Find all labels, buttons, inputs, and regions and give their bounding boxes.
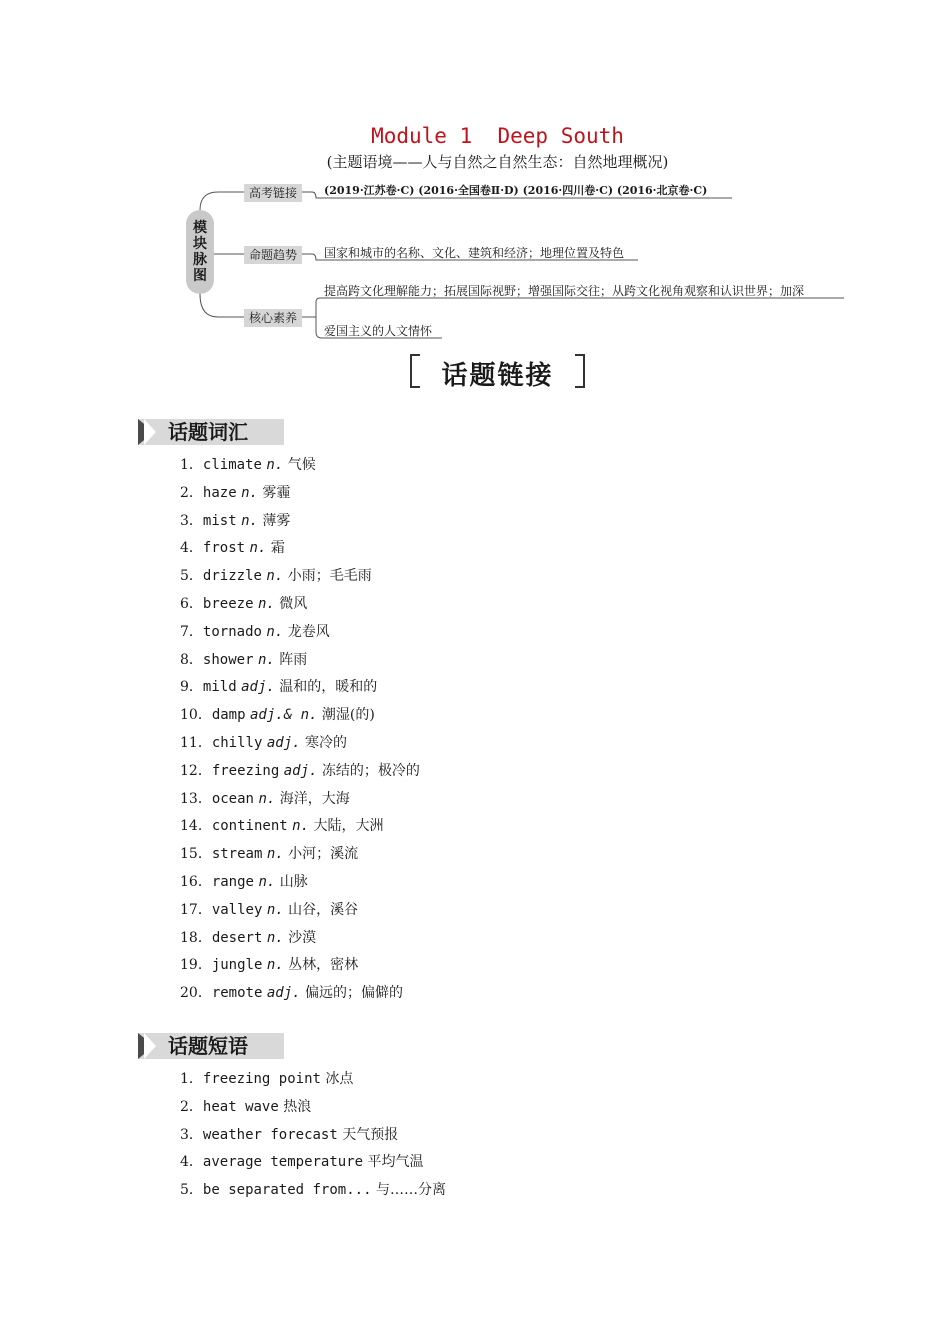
- vocab-word: damp: [211, 707, 246, 724]
- vocab-pos: adj.: [241, 679, 275, 696]
- vocab-word: breeze: [202, 595, 254, 612]
- vocab-word: ocean: [211, 790, 254, 807]
- vocab-meaning: 山脉: [279, 873, 308, 890]
- vocab-num: 15．: [180, 846, 212, 863]
- phrase-num: 2．: [180, 1098, 203, 1115]
- phrase-num: 3．: [180, 1126, 203, 1143]
- vocab-meaning: 沙漠: [288, 929, 317, 946]
- vocab-meaning: 薄雾: [262, 512, 291, 529]
- phrase-num: 1．: [180, 1071, 203, 1087]
- vocab-num: 2．: [180, 484, 203, 501]
- vocab-num: 19．: [180, 957, 212, 974]
- list-item: [180, 925, 420, 953]
- vocab-word: drizzle: [202, 568, 262, 585]
- vocab-meaning: 丛林，密林: [288, 957, 359, 974]
- vocab-meaning: 大陆，大洲: [313, 818, 384, 835]
- vocab-pos: n.: [292, 818, 309, 835]
- list-item: [180, 1066, 446, 1094]
- vocab-meaning: 温和的，暖和的: [279, 679, 378, 696]
- module-title: Module 1 Deep South: [371, 124, 624, 148]
- vocab-num: 18．: [180, 929, 212, 946]
- vocab-pos: n.: [241, 484, 258, 501]
- list-item: [180, 813, 420, 841]
- phrases-heading: 话题短语: [168, 1034, 248, 1058]
- vocab-num: 4．: [180, 540, 203, 557]
- list-item: [180, 1094, 446, 1122]
- mindmap-label-gaokao: 高考链接: [244, 184, 302, 202]
- mindmap-text-gaokao: (2019·江苏卷·C) (2016·全国卷Ⅱ·D) (2016·四川卷·C) (2016·北京卷·C): [324, 184, 708, 197]
- vocab-meaning: 小河；溪流: [288, 846, 359, 863]
- vocab-num: 1．: [180, 457, 203, 473]
- list-item: [180, 452, 420, 480]
- vocab-word: valley: [211, 901, 263, 918]
- vocab-word: climate: [202, 457, 262, 473]
- list-item: [180, 591, 420, 619]
- vocab-section-header: [138, 419, 284, 445]
- phrase-meaning: 与……分离: [375, 1182, 446, 1199]
- vocab-word: mild: [202, 679, 237, 696]
- vocab-num: 10．: [180, 707, 212, 724]
- vocab-pos: n.: [266, 623, 284, 640]
- arrow-icon-inner: [144, 1033, 156, 1059]
- vocab-meaning: 山谷，溪谷: [288, 901, 359, 918]
- vocab-word: mist: [202, 512, 237, 529]
- phrase-text: be separated from...: [202, 1182, 372, 1199]
- vocab-num: 5．: [180, 568, 203, 585]
- mindmap-label-literacy: 核心素养: [244, 309, 302, 327]
- phrase-text: weather forecast: [202, 1126, 338, 1143]
- vocab-word: desert: [211, 929, 263, 946]
- vocab-pos: n.: [257, 651, 275, 668]
- list-item: [180, 535, 420, 563]
- vocab-pos: n.: [249, 540, 267, 557]
- mindmap-text-literacy-2: 爱国主义的人文情怀: [324, 324, 433, 338]
- vocab-pos: n.: [266, 457, 284, 473]
- vocab-meaning: 海洋，大海: [279, 790, 350, 807]
- vocab-pos: n.: [258, 790, 276, 807]
- vocab-meaning: 微风: [279, 595, 308, 612]
- list-item: [180, 702, 420, 730]
- phrase-meaning: 天气预报: [342, 1126, 399, 1143]
- vocab-word: continent: [211, 818, 288, 835]
- list-item: [180, 758, 420, 786]
- vocab-num: 20．: [180, 985, 212, 1002]
- list-item: [180, 841, 420, 869]
- vocab-list: [180, 452, 420, 1008]
- right-bracket: [575, 354, 585, 388]
- vocab-meaning: 潮湿(的): [321, 707, 375, 724]
- list-item: [180, 869, 420, 897]
- vocab-num: 8．: [180, 651, 203, 668]
- list-item: [180, 1149, 446, 1177]
- vocab-pos: n.: [258, 873, 276, 890]
- list-item: [180, 1177, 446, 1205]
- vocab-pos: n.: [266, 901, 284, 918]
- vocab-word: range: [211, 873, 254, 890]
- vocab-pos: adj.: [266, 734, 301, 751]
- vocab-num: 11．: [180, 734, 212, 751]
- mindmap-center: [186, 210, 214, 294]
- phrase-num: 4．: [180, 1154, 203, 1171]
- vocab-word: stream: [211, 846, 263, 863]
- list-item: [180, 980, 420, 1008]
- mindmap-label-trend: 命题趋势: [244, 246, 302, 264]
- vocab-pos: n.: [266, 929, 284, 946]
- vocab-word: frost: [202, 540, 246, 557]
- vocab-num: 17．: [180, 901, 212, 918]
- vocab-pos: n.: [266, 957, 284, 974]
- vocab-num: 9．: [180, 679, 203, 696]
- vocab-num: 13．: [180, 790, 212, 807]
- vocab-meaning: 气候: [287, 457, 316, 473]
- arrow-icon-inner: [144, 419, 156, 445]
- vocab-meaning: 龙卷风: [287, 623, 330, 640]
- vocab-word: freezing: [211, 762, 280, 779]
- vocab-meaning: 偏远的；偏僻的: [305, 985, 404, 1002]
- vocab-pos: n.: [266, 568, 284, 585]
- vocab-heading: 话题词汇: [168, 420, 248, 444]
- phrase-num: 5．: [180, 1182, 203, 1199]
- phrase-text: average temperature: [202, 1154, 364, 1171]
- vocab-pos: adj.: [283, 762, 318, 779]
- phrase-text: freezing point: [202, 1071, 321, 1087]
- vocab-pos: n.: [266, 846, 284, 863]
- list-item: [180, 674, 420, 702]
- vocab-num: 16．: [180, 873, 212, 890]
- phrases-section-header: [138, 1033, 284, 1059]
- module-mindmap: [180, 180, 860, 345]
- list-item: [180, 647, 420, 675]
- module-subtitle: (主题语境——人与自然之自然生态：自然地理概况): [326, 153, 669, 171]
- vocab-pos: adj.& n.: [250, 707, 318, 724]
- vocab-meaning: 冻结的；极冷的: [321, 762, 420, 779]
- vocab-pos: n.: [257, 595, 275, 612]
- vocab-pos: n.: [241, 512, 258, 529]
- list-item: [180, 619, 420, 647]
- vocab-num: 12．: [180, 762, 212, 779]
- vocab-word: shower: [202, 651, 254, 668]
- mindmap-center-text: 模块脉图: [193, 220, 207, 284]
- list-item: [180, 952, 420, 980]
- vocab-num: 3．: [180, 512, 203, 529]
- mindmap-text-literacy: 提高跨文化理解能力；拓展国际视野；增强国际交往；从跨文化视角观察和认识世界；加深: [324, 284, 805, 298]
- list-item: [180, 1122, 446, 1150]
- list-item: [180, 508, 420, 536]
- vocab-word: jungle: [211, 957, 263, 974]
- vocab-meaning: 雾霾: [262, 484, 291, 501]
- list-item: [180, 897, 420, 925]
- topic-heading-text: 话题链接: [441, 361, 554, 391]
- vocab-num: 14．: [180, 818, 212, 835]
- vocab-meaning: 阵雨: [279, 651, 308, 668]
- vocab-meaning: 霜: [270, 540, 285, 557]
- list-item: [180, 480, 420, 508]
- vocab-pos: adj.: [266, 985, 301, 1002]
- mindmap-text-trend: 国家和城市的名称、文化、建筑和经济；地理位置及特色: [324, 246, 625, 260]
- phrases-list: [180, 1066, 446, 1205]
- vocab-meaning: 小雨；毛毛雨: [287, 568, 372, 585]
- list-item: [180, 730, 420, 758]
- phrase-meaning: 热浪: [283, 1098, 312, 1115]
- vocab-meaning: 寒冷的: [305, 734, 348, 751]
- phrase-meaning: 冰点: [325, 1071, 354, 1087]
- vocab-num: 6．: [180, 595, 203, 612]
- vocab-num: 7．: [180, 623, 203, 640]
- vocab-word: haze: [202, 484, 237, 501]
- vocab-word: remote: [211, 985, 263, 1002]
- phrase-meaning: 平均气温: [367, 1154, 424, 1171]
- vocab-word: tornado: [202, 623, 262, 640]
- phrase-text: heat wave: [202, 1098, 279, 1115]
- list-item: [180, 786, 420, 814]
- topic-heading: [410, 350, 585, 392]
- vocab-word: chilly: [211, 734, 263, 751]
- list-item: [180, 563, 420, 591]
